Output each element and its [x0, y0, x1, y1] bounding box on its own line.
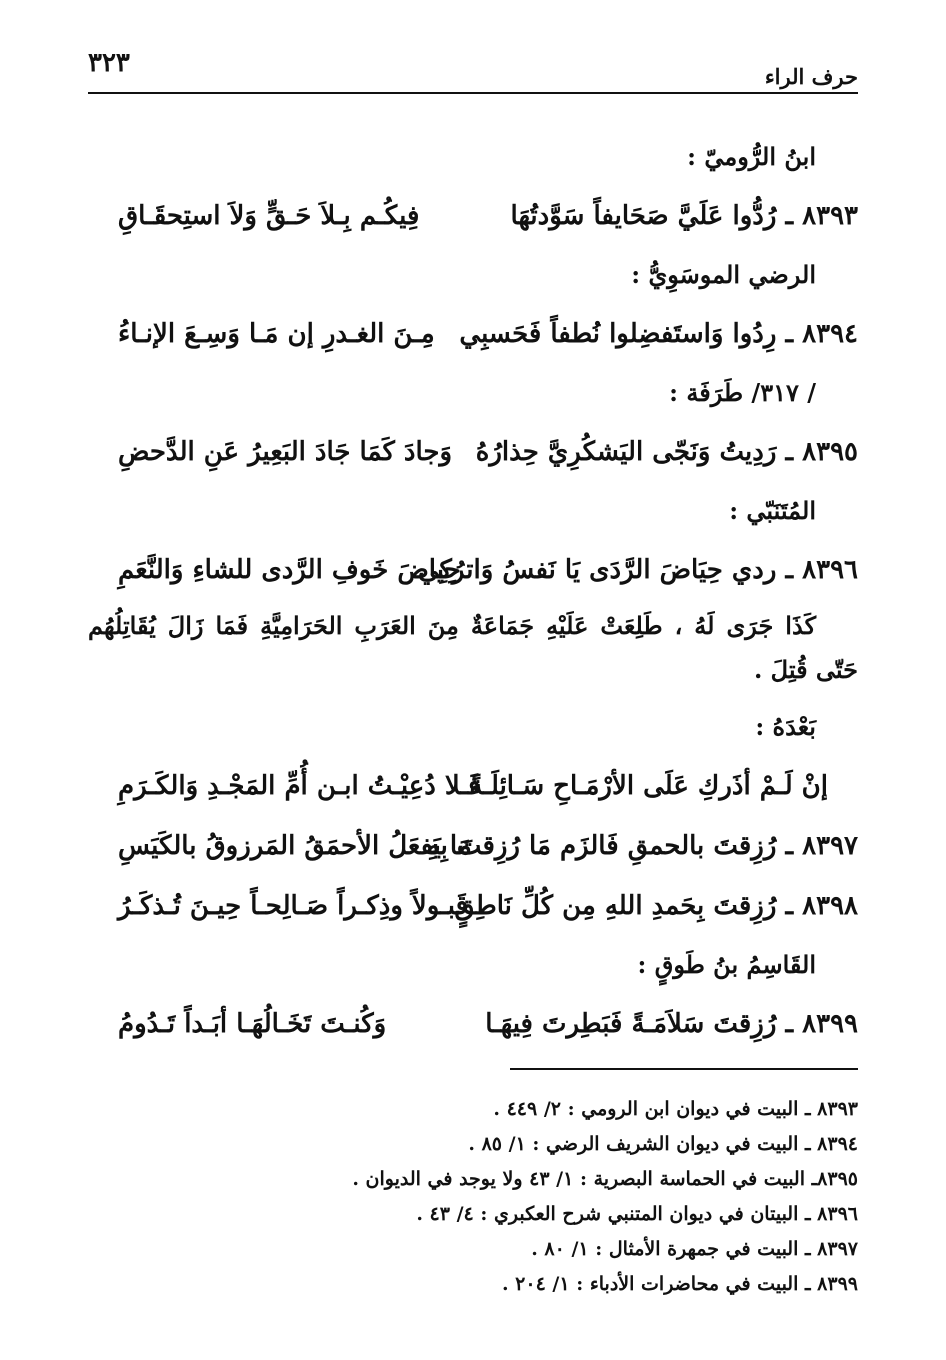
verse-8394	[88, 304, 858, 364]
verse-8398	[88, 876, 858, 936]
footnote: ٨٣٩٥ـ البيت في الحماسة البصرية : ١/ ٤٣ ولا يوجد في الديوان .	[352, 1168, 858, 1190]
verse-first-hemistich: ٨٣٩٨ ـ رُزِقتَ بِحَمدِ اللهِ مِن كُلِّ نَاطِقٍ	[454, 891, 858, 921]
page-number: ٣٢٣	[88, 48, 130, 78]
verse-8393	[88, 186, 858, 246]
verse-second-hemistich: مَا يَفعَلُ الأحمَقُ المَرزوقُ بالكَيَسِ	[118, 831, 472, 861]
verse-second-hemistich: حِياضَ خَوفِ الرَّدى للشاءِ وَالنَّعَمِ	[118, 555, 461, 585]
verse-8397	[88, 816, 858, 876]
verse-first-hemistich: ٨٣٩٤ ـ رِدُوا وَاستَفضِلوا نُطفاً فَحَسبِي	[459, 319, 858, 349]
poet-heading: المُتَنَبّي :	[729, 496, 816, 525]
poet-heading: الرضي الموسَوِيُّ :	[631, 260, 816, 289]
verse-second-hemistich: فِيكُـم بِـلاَ حَـقٍّ وَلاَ استِحقَـاقِ	[118, 201, 420, 231]
verse-8396	[88, 540, 858, 600]
page-body	[88, 128, 858, 1054]
footnote: ٨٣٩٦ ـ البيتان في ديوان المتنبي شرح العكبري : ٤/ ٤٣ .	[416, 1203, 858, 1225]
footnote: ٨٣٩٤ ـ البيت في ديوان الشريف الرضي : ١/ ٨٥ .	[468, 1133, 858, 1155]
chapter-title: حرف الراء	[764, 64, 858, 89]
verse-first-hemistich: ٨٣٩٧ ـ رُزِقتَ بالحمقِ فَالزَم مَا رُزِقتَ بِهِ	[426, 831, 858, 861]
verse-first-hemistich: ٨٣٩٣ ـ رُدُّوا عَلَيَّ صَحَايفاً سَوَّدتُهَا	[510, 201, 858, 231]
poet-heading: القَاسِمُ بنُ طَوقٍ :	[637, 950, 816, 979]
verse-first-hemistich: ٨٣٩٩ ـ رُزِقتَ سَلاَمَـةً فَبَطِرتَ فِيهَـا	[485, 1009, 858, 1039]
verse-first-hemistich: ٨٣٩٦ ـ ردي حِيَاضَ الرَّدَى يَا نَفسُ وَاترُكِي	[417, 555, 858, 585]
verse-8399	[88, 994, 858, 1054]
footnote: ٨٣٩٧ ـ البيت في جمهرة الأمثال : ١/ ٨٠ .	[531, 1238, 858, 1260]
verse-second-hemistich: وَجادَ كَمَا جَادَ البَعِيرُ عَنِ الدَّحضِ	[118, 437, 453, 467]
footnotes	[138, 1092, 858, 1302]
verse-second-hemistich: وَكُنـتَ تَخَـالُهَـا أبَـداً تَـدُومُ	[118, 1009, 387, 1039]
verse-second-hemistich: فَـلا دُعِيْـتُ ابـن أُمِّ المَجْـدِ وَالكَـرَمِ	[118, 771, 481, 801]
prose-paragraph: كَذَا جَرَى لَهُ ، طَلِعَتْ عَلَيْهِ جَمَاعَةٌ مِنَ العَرَبِ الحَرَامِيَّةِ فَمَا زَالَ يُقَاتِلُهُم حَتّى قُتِلَ .	[88, 611, 858, 684]
page-header	[88, 44, 858, 94]
verse-8395	[88, 422, 858, 482]
footnote-divider	[510, 1068, 858, 1070]
verse-second-hemistich: قَبـولاً وذِكـراً صَـالِحـاً حِيـنَ تُـذكَـرُ	[118, 891, 469, 921]
poet-heading: / ٣١٧/ طَرَفَة :	[669, 378, 816, 407]
footnote: ٨٣٩٣ ـ البيت في ديوان ابن الرومي : ٢/ ٤٤٩ .	[493, 1098, 858, 1120]
verse-second-hemistich: مِـنَ الغـدرِ إن مَـا وَسِـعَ الإنـاءُ	[118, 319, 435, 349]
footnote: ٨٣٩٩ ـ البيت في محاضرات الأدباء : ١/ ٢٠٤ .	[501, 1273, 858, 1295]
poet-heading: ابنُ الرُّوميّ :	[687, 142, 816, 171]
verse-first-hemistich: إنْ لَـمْ أذَركِ عَلَى الأرْمَـاحِ سَـائِلَـةً	[469, 771, 828, 801]
verse-unnumbered	[88, 756, 858, 816]
section-label: بَعْدَهُ :	[755, 712, 816, 741]
verse-first-hemistich: ٨٣٩٥ ـ رَدِيتُ وَنَجّى اليَشكُرِيَّ حِذارُهُ	[475, 437, 858, 467]
